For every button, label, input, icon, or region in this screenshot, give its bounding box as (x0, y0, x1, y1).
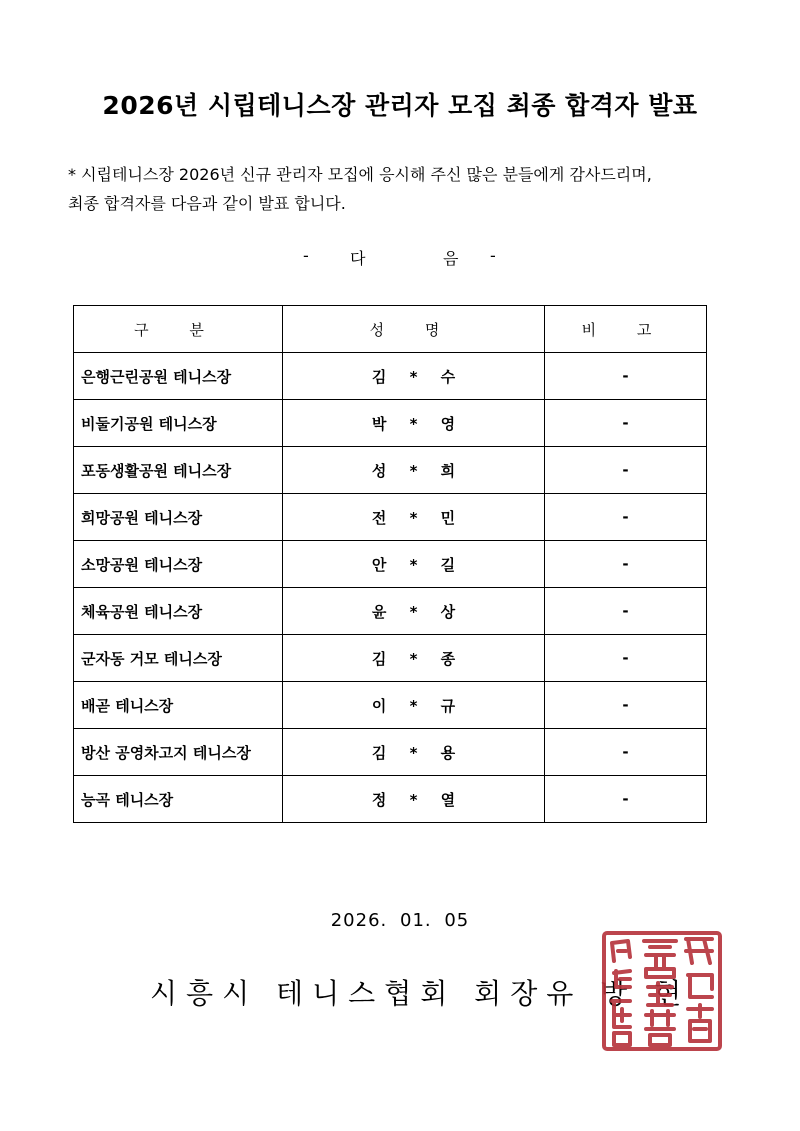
row-location: 체육공원 테니스장 (74, 588, 283, 635)
table-row (74, 447, 707, 494)
row-location: 희망공원 테니스장 (74, 494, 283, 541)
row-note: - (545, 494, 707, 541)
row-note: - (545, 682, 707, 729)
association-seal-icon (600, 929, 724, 1053)
row-note: - (545, 635, 707, 682)
row-name: 안 * 길 (283, 541, 545, 588)
table-header-row (74, 306, 707, 353)
intro-paragraph (68, 160, 748, 218)
row-name: 전 * 민 (283, 494, 545, 541)
row-name: 박 * 영 (283, 400, 545, 447)
table-row (74, 541, 707, 588)
row-name: 성 * 희 (283, 447, 545, 494)
row-note: - (545, 541, 707, 588)
row-name: 김 * 종 (283, 635, 545, 682)
table-row (74, 494, 707, 541)
announcement-date: 2026. 01. 05 (330, 910, 470, 931)
separator-dash-left: - (303, 246, 309, 265)
intro-line-2: 최종 합격자를 다음과 같이 발표 합니다. (68, 194, 346, 213)
row-name: 김 * 용 (283, 729, 545, 776)
row-note: - (545, 729, 707, 776)
row-location: 방산 공영차고지 테니스장 (74, 729, 283, 776)
header-name: 성 명 (283, 306, 545, 353)
table-row (74, 776, 707, 823)
header-location: 구 분 (74, 306, 283, 353)
row-note: - (545, 353, 707, 400)
separator-eum: 음 (443, 249, 459, 268)
table-row (74, 729, 707, 776)
row-location: 포동생활공원 테니스장 (74, 447, 283, 494)
row-location: 은행근린공원 테니스장 (74, 353, 283, 400)
signature-line: 시흥시 테니스협회 회장유 방 현 (150, 977, 691, 1010)
intro-line-1: * 시립테니스장 2026년 신규 관리자 모집에 응시해 주신 많은 분들에게 감사드리며, (68, 165, 652, 184)
row-location: 능곡 테니스장 (74, 776, 283, 823)
page-title: 2026년 시립테니스장 관리자 모집 최종 합격자 발표 (102, 91, 698, 120)
row-name: 윤 * 상 (283, 588, 545, 635)
separator-dash-right: - (490, 246, 496, 265)
row-location: 군자동 거모 테니스장 (74, 635, 283, 682)
row-name: 김 * 수 (283, 353, 545, 400)
row-location: 배곧 테니스장 (74, 682, 283, 729)
row-note: - (545, 400, 707, 447)
table-row (74, 353, 707, 400)
row-note: - (545, 447, 707, 494)
row-location: 소망공원 테니스장 (74, 541, 283, 588)
table-row (74, 400, 707, 447)
row-location: 비둘기공원 테니스장 (74, 400, 283, 447)
row-note: - (545, 588, 707, 635)
header-note: 비 고 (545, 306, 707, 353)
winners-table (73, 305, 707, 823)
table-row (74, 635, 707, 682)
separator-da: 다 (350, 249, 366, 268)
row-name: 정 * 열 (283, 776, 545, 823)
separator-heading (0, 246, 800, 270)
row-note: - (545, 776, 707, 823)
row-name: 이 * 규 (283, 682, 545, 729)
table-row (74, 588, 707, 635)
table-row (74, 682, 707, 729)
